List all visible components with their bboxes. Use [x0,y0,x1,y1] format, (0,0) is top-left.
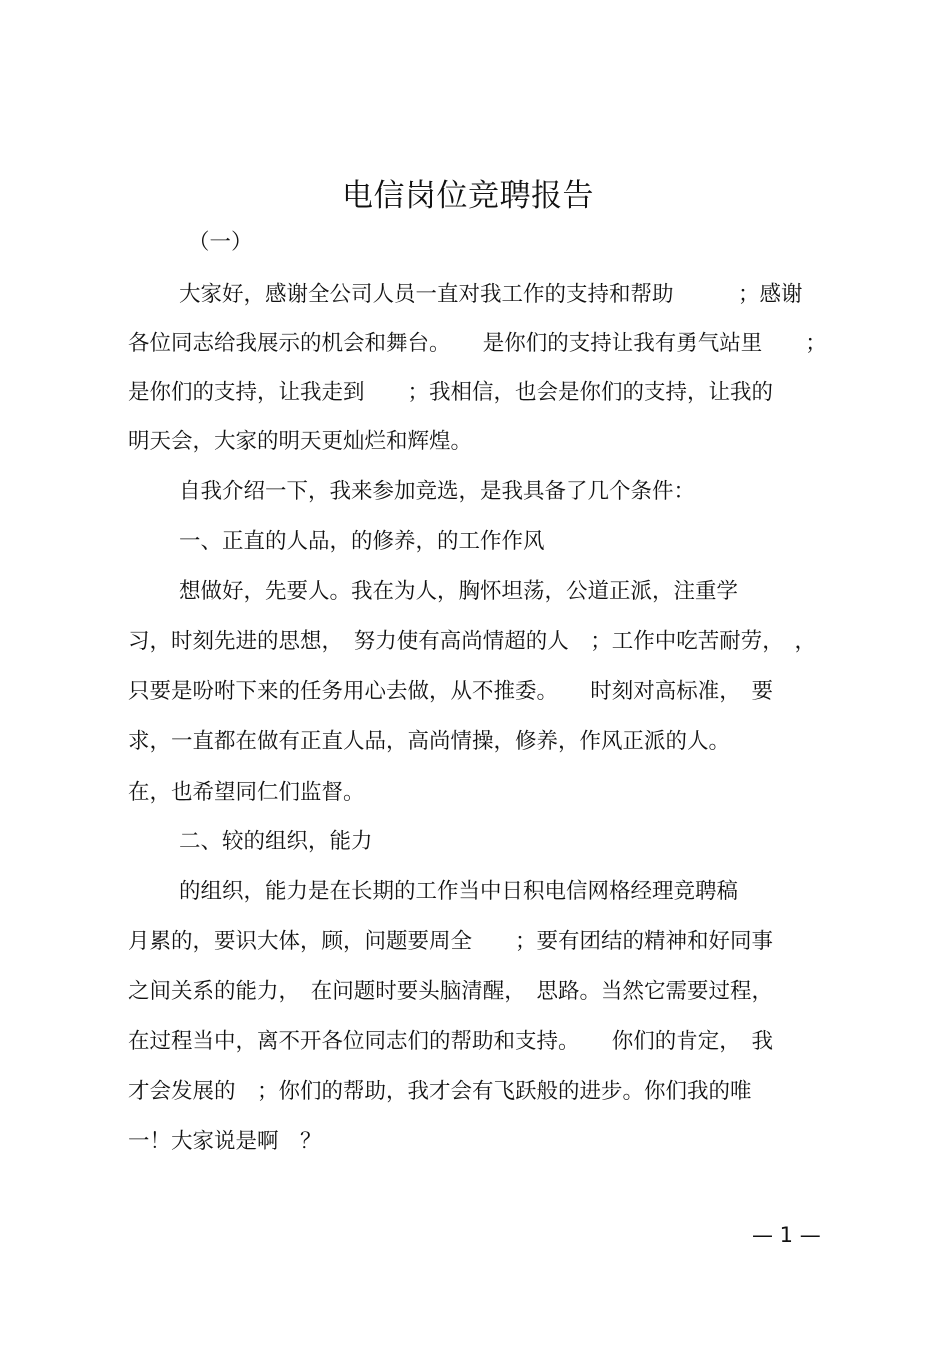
page-number: — 1 — [752,1223,821,1247]
section-heading-1: 一、正直的人品，的修养，的工作作风 [179,529,545,554]
section-heading-2: 二、较的组织，能力 [179,829,373,854]
paragraph-line-16: 在过程当中，离不开各位同志们的帮助和支持。 你们的肯定， 我 [128,1029,774,1054]
document-title: 电信岗位竞聘报告 [342,178,594,214]
paragraph-line-4: 明天会，大家的明天更灿烂和辉煌。 [128,429,473,454]
paragraph-line-2: 各位同志给我展示的机会和舞台。 是你们的支持让我有勇气站里 ； [128,331,827,356]
paragraph-line-1: 大家好，感谢全公司人员一直对我工作的支持和帮助 ；感谢 [179,282,803,307]
paragraph-line-9: 只要是吩咐下来的任务用心去做，从不推委。 时刻对高标准， 要 [128,679,774,704]
paragraph-line-5: 自我介绍一下，我来参加竞选，是我具备了几个条件： [179,479,696,504]
paragraph-line-7: 想做好，先要人。我在为人，胸怀坦荡，公道正派，注重学 [179,579,739,604]
paragraph-line-11: 在，也希望同仁们监督。 [128,780,365,805]
section-marker: （一） [188,230,253,255]
paragraph-line-10: 求，一直都在做有正直人品，高尚情操，修养，作风正派的人。 [128,729,731,754]
paragraph-line-8: 习，时刻先进的思想， 努力使有高尚情超的人 ；工作中吃苦耐劳， ， [128,629,817,654]
paragraph-line-17: 才会发展的 ；你们的帮助，我才会有飞跃般的进步。你们我的唯 [128,1079,752,1104]
paragraph-line-13: 的组织，能力是在长期的工作当中日积电信网格经理竞聘稿 [179,879,739,904]
paragraph-line-3: 是你们的支持，让我走到 ；我相信，也会是你们的支持，让我的 [128,380,774,405]
paragraph-line-18: 一！大家说是啊 ？ [128,1129,322,1154]
paragraph-line-14: 月累的，要识大体，顾，问题要周全 ；要有团结的精神和好同事 [128,929,774,954]
paragraph-line-15: 之间关系的能力， 在问题时要头脑清醒， 思路。当然它需要过程， [128,979,774,1004]
